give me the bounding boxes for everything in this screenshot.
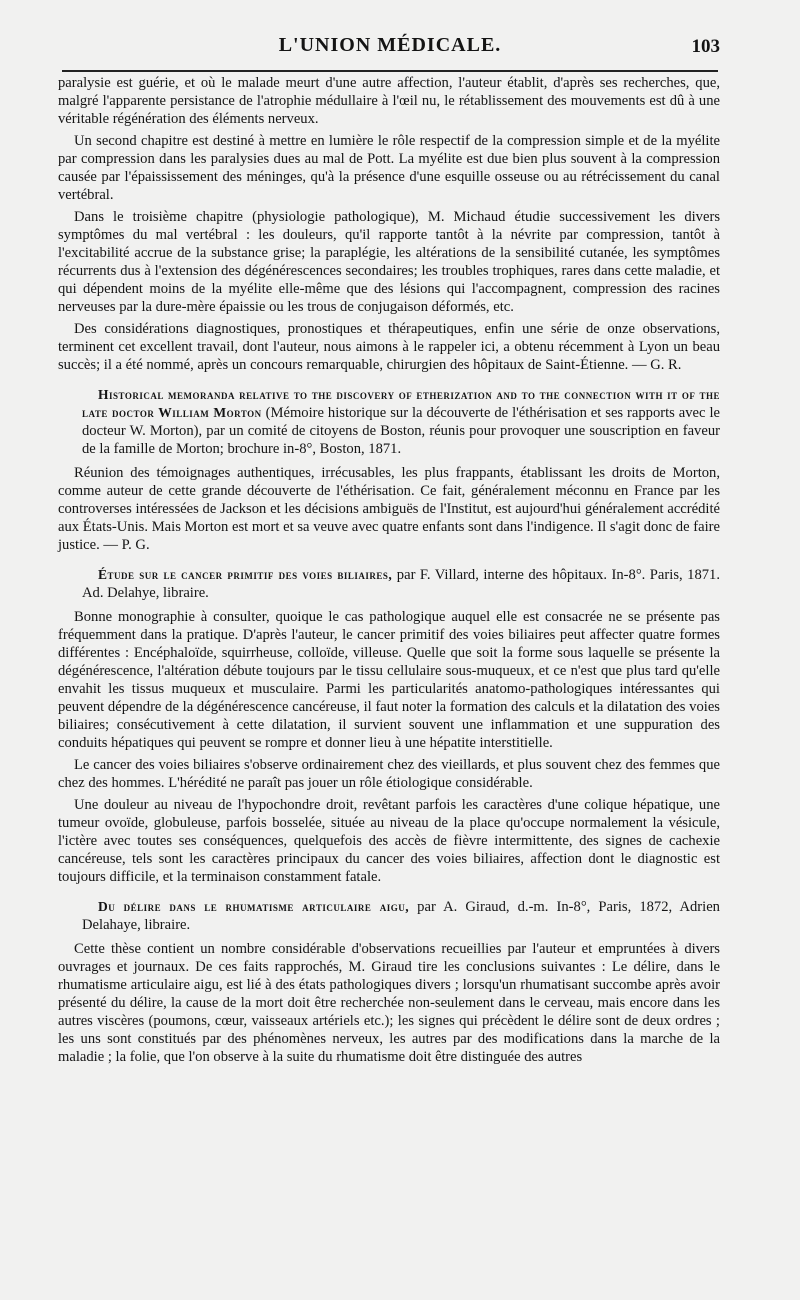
review-entry-etherization [58, 386, 720, 458]
paragraph: Le cancer des voies biliaires s'observe ordinairement chez des vieillards, et plus souvent chez des femmes que chez des hommes. L'hérédité ne paraît pas jouer un rôle étiologique considérable. [58, 757, 720, 791]
paragraph: Cette thèse contient un nombre considérable d'observations recueillies par l'auteur et empruntées à divers ouvrages et journaux. De ces faits rapprochés, M. Giraud tire les conclusions suivantes : Le délire, dans le rhumatisme articulaire aigu, est lié à des états pathologiques divers ; lorsqu'un rhumatisant succombe après avoir présenté du délire, la cause de la mort doit être recherchée non-seulement dans le cerveau, mais encore dans les autres viscères (poumons, cœur, vaisseaux artériels etc.); les signes qui précèdent le délire sont de deux ordres ; les uns sont constitués par des phénomènes nerveux, les autres par des modifications dans la marche de la maladie ; la folie, que l'on observe à la suite du rhumatisme doit être distinguée des autres [58, 941, 720, 1065]
review-entry-delire [58, 898, 720, 934]
entry-heading [58, 386, 720, 458]
entry-title: Étude sur le cancer primitif des voies biliaires, [98, 567, 393, 582]
header-rule [62, 70, 718, 72]
paragraph: Bonne monographie à consulter, quoique le cas pathologique auquel elle est consacrée ne se présente pas fréquemment dans la pratique. D'après l'auteur, le cancer primitif des voies biliaires peut affecter quatre formes différentes : Encéphaloïde, squirrheuse, colloïde, villeuse. Quelle que soit la forme sous laquelle se présente la dégénérescence, l'altération débute toujours par le tissu cellulaire sous-muqueux, et ce n'est que plus tard qu'elle envahit les tissus muqueux et musculaire. Parmi les particularités anatomo-pathologiques intéressantes qui peuvent dépendre de la dégénérescence cancéreuse, il faut noter la formation des calculs et la dilatation des voies biliaires; consécutivement à cette dilatation, il survient souvent une inflammation et une suppuration des conduits hépatiques qui peuvent se rompre et donner lieu à une hépatite interstitielle. [58, 609, 720, 751]
entry-heading [58, 566, 720, 602]
entry-citation: (Mémoire historique sur la découverte de l'éthérisation et ses rapports avec le docteur W. Morton), par un comité de citoyens de Boston, réunis pour provoquer une souscription en faveur de la famille de Morton; brochure in-8°, Boston, 1871. [82, 405, 720, 457]
paragraph: Une douleur au niveau de l'hypochondre droit, revêtant parfois les caractères d'une colique hépatique, une tumeur ovoïde, globuleuse, parfois bosselée, située au niveau de la place qu'occupe normalement la vésicule, l'ictère avec toutes ses conséquences, quelquefois des accès de fièvre intermittente, des signes de cachexie cancéreuse, tels sont les caractères principaux du cancer des voies biliaires, affection dont le diagnostic est toujours difficile, et la terminaison constamment fatale. [58, 797, 720, 885]
entry-title: Du délire dans le rhumatisme articulaire aigu, [98, 899, 410, 914]
page-number: 103 [691, 36, 720, 57]
paragraph: Des considérations diagnostiques, pronostiques et thérapeutiques, enfin une série de onze observations, terminent cet excellent travail, dont l'auteur, nous aimons à le rappeler ici, a obtenu récemment à Lyon un beau succès; il a été nommé, après un concours remarquable, chirurgien des hôpitaux de Saint-Étienne. — G. R. [58, 321, 720, 373]
entry-heading [58, 898, 720, 934]
entry-title: Historical memoranda relative to the discovery of etherization and to the connection with it of the late doctor William Morton [82, 387, 720, 420]
paragraph: paralysie est guérie, et où le malade meurt d'une autre affection, l'auteur établit, d'après ses recherches, que, malgré l'apparente persistance de l'atrophie médullaire à l'œil nu, le rétablissement des mouvements est dû à une véritable régénération des éléments nerveux. [58, 75, 720, 127]
article-body [58, 74, 720, 1070]
entry-citation: par A. Giraud, d.-m. In-8°, Paris, 1872, Adrien Delahaye, libraire. [82, 899, 720, 933]
paragraph: Réunion des témoignages authentiques, irrécusables, les plus frappants, établissant les droits de Morton, comme auteur de cette grande découverte de l'éthérisation. Ce fait, généralement méconnu en France par les controverses intéressées de Jackson et les décisions ambiguës de l'Institut, est aujourd'hui généralement accrédité aux États-Unis. Mais Morton est mort et sa veuve avec quatre enfants sont dans l'indigence. Il s'agit donc de faire justice. — P. G. [58, 465, 720, 553]
paragraph: Un second chapitre est destiné à mettre en lumière le rôle respectif de la compression simple et de la myélite par compression dans les paralysies dues au mal de Pott. La myélite est due bien plus souvent à la compression causée par l'épaississement des méninges, qu'à la présence d'une esquille osseuse ou au rétrécissement du canal vertébral. [58, 133, 720, 203]
page-header [58, 34, 722, 64]
paragraph: Dans le troisième chapitre (physiologie pathologique), M. Michaud étudie successivement les divers symptômes du mal vertébral : les douleurs, qu'il rapporte tantôt à la névrite par compression, tantôt à l'excitabilité accrue de la substance grise; la paraplégie, les altérations de la sensibilité cutanée, les symptômes récurrents dus à l'extension des dégénérescences secondaires; les troubles trophiques, rares dans cette maladie, et qui dépendent moins de la myélite elle-même que des lésions qui l'accompagnent, compression des racines nerveuses par la dure-mère épaissie ou les trous de conjugaison déformés, etc. [58, 209, 720, 315]
running-title: L'UNION MÉDICALE. [278, 34, 502, 56]
review-entry-cancer [58, 566, 720, 602]
entry-citation: par F. Villard, interne des hôpitaux. In-8°. Paris, 1871. Ad. Delahye, libraire. [82, 567, 720, 601]
